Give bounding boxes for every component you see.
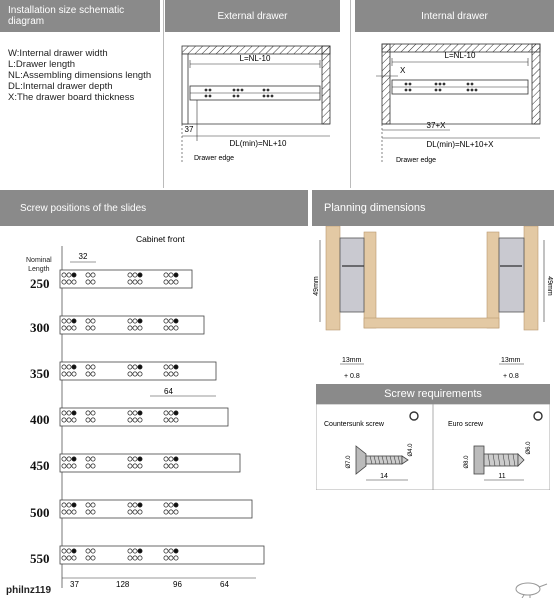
screw-hole: [169, 418, 173, 422]
screw-hole: [86, 326, 90, 330]
slide-rail: [60, 270, 192, 288]
length-250: 250: [30, 276, 50, 291]
screw-hole: [169, 273, 173, 277]
screw-hole: [174, 280, 178, 284]
right-slide: [499, 238, 524, 312]
internal-header-text: Internal drawer: [421, 10, 488, 22]
screw-hole: [169, 549, 173, 553]
screw-hole: [72, 418, 76, 422]
screw-hole: [72, 556, 76, 560]
screw-hole: [128, 411, 132, 415]
screw-hole: [67, 365, 71, 369]
screw-hole: [62, 549, 66, 553]
screw-hole: [86, 273, 90, 277]
screw-hole: [67, 326, 71, 330]
screw-hole: [67, 280, 71, 284]
left-slide: [340, 238, 364, 312]
screw-hole: [72, 326, 76, 330]
planning-header: [312, 190, 554, 226]
slide-rail: [60, 454, 240, 472]
screw-hole: [62, 365, 66, 369]
legend: [8, 48, 151, 103]
tol-left-label: + 0.8: [344, 373, 360, 380]
dim-32-label: 32: [78, 252, 88, 261]
screw-hole: [128, 457, 132, 461]
screw-hole: [128, 510, 132, 514]
screw-hole: [164, 372, 168, 376]
screw-hole: [91, 510, 95, 514]
screw-hole: [72, 273, 76, 277]
cabinet-top-wall: [182, 46, 330, 54]
screw-hole: [133, 319, 137, 323]
screw-hole: [72, 464, 76, 468]
length-350: 350: [30, 366, 50, 381]
screw-hole: [128, 365, 132, 369]
slide-rail: [60, 546, 264, 564]
slide-rails: [60, 270, 264, 564]
screw-hole: [164, 549, 168, 553]
screw-hole: [133, 411, 137, 415]
external-header: [165, 0, 340, 32]
screw-hole: [174, 549, 178, 553]
screw-hole: [164, 326, 168, 330]
screw-hole: [62, 510, 66, 514]
eu-dia1: Ø8.0: [464, 455, 470, 469]
screw-hole: [133, 273, 137, 277]
planning-diagram: [312, 226, 554, 382]
eu-len: 11: [498, 473, 506, 480]
screw-hole: [128, 464, 132, 468]
screw-hole: [138, 549, 142, 553]
screw-hole: [174, 326, 178, 330]
screw-hole: [67, 319, 71, 323]
install-header: [0, 0, 160, 32]
screw-hole: [164, 411, 168, 415]
screw-hole: [86, 280, 90, 284]
dim-64-mid-label: 64: [164, 387, 173, 396]
screw-hole: [138, 510, 142, 514]
screw-hole: [62, 326, 66, 330]
euro-label: Euro screw: [448, 421, 484, 428]
screw-hole: [138, 365, 142, 369]
screw-hole: [91, 549, 95, 553]
screw-hole: [62, 418, 66, 422]
screw-hole: [138, 273, 142, 277]
screw-hole: [169, 464, 173, 468]
screw-hole: [91, 372, 95, 376]
screw-hole: [72, 411, 76, 415]
length-550: 550: [30, 551, 50, 566]
legend-item: W:Internal drawer width: [8, 48, 108, 59]
screw-hole: [128, 319, 132, 323]
nominal-length-label: [26, 256, 52, 274]
screw-hole: [91, 326, 95, 330]
eu-dia2: Ø6.0: [526, 441, 532, 455]
legend-item: L:Drawer length: [8, 59, 76, 70]
screw-hole: [174, 457, 178, 461]
screw-hole: [164, 319, 168, 323]
screw-hole: [67, 273, 71, 277]
screw-hole: [133, 365, 137, 369]
screw-hole: [164, 273, 168, 277]
screw-hole: [138, 418, 142, 422]
screw-hole: [62, 319, 66, 323]
screw-hole: [128, 280, 132, 284]
dim-37-bottom: 37: [70, 580, 79, 589]
screw-hole: [164, 365, 168, 369]
screw-hole: [133, 457, 137, 461]
screw-hole: [62, 411, 66, 415]
cs-dia2: Ø4.0: [408, 443, 414, 457]
screw-hole: [133, 418, 137, 422]
screw-hole: [91, 280, 95, 284]
screw-hole: [133, 326, 137, 330]
dim-128-bottom: 128: [116, 580, 130, 589]
screw-hole: [128, 326, 132, 330]
int-37x-label: 37+X: [426, 121, 446, 130]
external-header-text: External drawer: [217, 10, 288, 22]
screw-hole: [91, 365, 95, 369]
screw-hole: [164, 457, 168, 461]
screw-hole: [128, 549, 132, 553]
cabinet-back-wall: [532, 44, 540, 124]
screw-hole: [169, 319, 173, 323]
drawer-front: [182, 54, 188, 124]
int-l-label: L=NL-10: [444, 51, 476, 60]
screw-hole: [128, 503, 132, 507]
screw-hole: [86, 372, 90, 376]
screw-hole: [133, 510, 137, 514]
screw-hole: [169, 503, 173, 507]
screw-hole: [67, 464, 71, 468]
left-drawer-side: [364, 232, 376, 328]
length-label: Length: [28, 266, 50, 273]
screw-requirements-diagram: [316, 404, 550, 490]
screw-hole: [62, 556, 66, 560]
screw-hole: [169, 510, 173, 514]
screw-hole: [169, 411, 173, 415]
cs-dia1: Ø7.0: [346, 455, 352, 469]
ext-l-label: L=NL-10: [239, 54, 271, 63]
cs-len: 14: [380, 473, 388, 480]
internal-drawer-diagram: [360, 36, 550, 186]
external-drawer-diagram: [170, 36, 345, 186]
right-drawer-side: [487, 232, 499, 328]
length-400: 400: [30, 412, 50, 427]
separator-2: [350, 0, 351, 188]
screw-hole: [72, 549, 76, 553]
screw-hole: [138, 326, 142, 330]
height-right-label: 49mm: [546, 276, 553, 296]
screw-hole: [138, 319, 142, 323]
screw-hole: [86, 457, 90, 461]
screw-hole: [67, 418, 71, 422]
left-cabinet-side: [326, 226, 340, 330]
planning-header-text: Planning dimensions: [324, 202, 426, 214]
screw-hole: [86, 556, 90, 560]
legend-item: DL:Internal drawer depth: [8, 81, 113, 92]
screw-hole: [169, 280, 173, 284]
screw-hole: [86, 418, 90, 422]
screw-hole: [138, 280, 142, 284]
screw-hole: [91, 464, 95, 468]
slide-rail: [60, 316, 204, 334]
screw-hole: [72, 510, 76, 514]
screw-hole: [67, 372, 71, 376]
screw-hole: [174, 503, 178, 507]
screw-hole: [86, 549, 90, 553]
legend-item: NL:Assembling dimensions length: [8, 70, 152, 81]
screw-hole: [72, 365, 76, 369]
screw-hole: [133, 464, 137, 468]
dim-64-bottom: 64: [220, 580, 229, 589]
screw-hole: [164, 503, 168, 507]
internal-header: [355, 0, 554, 32]
screw-hole: [128, 372, 132, 376]
screw-hole: [133, 556, 137, 560]
screw-hole: [133, 549, 137, 553]
height-left-label: 49mm: [313, 276, 320, 296]
screw-hole: [164, 418, 168, 422]
screw-hole: [67, 549, 71, 553]
length-450: 450: [30, 458, 50, 473]
gap-left-label: 13mm: [342, 357, 362, 364]
separator-1: [163, 0, 164, 188]
screw-hole: [72, 503, 76, 507]
int-x-label: X: [400, 66, 406, 75]
int-dl-label: DL(min)=NL+10+X: [426, 140, 494, 149]
screw-hole: [72, 319, 76, 323]
screw-hole: [133, 280, 137, 284]
screw-hole: [174, 411, 178, 415]
screw-hole: [169, 457, 173, 461]
screw-hole: [133, 503, 137, 507]
slide-rail: [60, 408, 228, 426]
screw-hole: [91, 411, 95, 415]
ext-dl-label: DL(min)=NL+10: [229, 139, 287, 148]
screw-hole: [67, 457, 71, 461]
tol-right-label: + 0.8: [503, 373, 519, 380]
screw-hole: [128, 418, 132, 422]
screw-hole: [174, 510, 178, 514]
screw-hole: [138, 411, 142, 415]
screw-hole: [67, 411, 71, 415]
screw-hole: [72, 457, 76, 461]
length-500: 500: [30, 505, 50, 520]
screw-hole: [169, 365, 173, 369]
screw-hole: [91, 273, 95, 277]
install-header-text: Installation size schematic diagram: [8, 5, 125, 27]
bird-logo-icon: [508, 576, 548, 598]
screw-hole: [72, 280, 76, 284]
screw-hole: [86, 411, 90, 415]
screw-hole: [174, 319, 178, 323]
screw-hole: [128, 273, 132, 277]
screw-positions-header: [0, 190, 308, 226]
screw-hole: [62, 503, 66, 507]
screw-hole: [62, 280, 66, 284]
screw-hole: [138, 457, 142, 461]
screw-hole: [138, 464, 142, 468]
cabinet-side-wall: [382, 44, 390, 124]
screw-hole: [62, 464, 66, 468]
gap-right-label: 13mm: [501, 357, 521, 364]
nominal-label: Nominal: [26, 257, 52, 264]
slide-rail: [60, 362, 216, 380]
length-300: 300: [30, 320, 50, 335]
watermark: philnz119: [6, 585, 52, 596]
screw-hole: [138, 556, 142, 560]
screw-hole: [67, 556, 71, 560]
screw-req-header: [316, 384, 550, 404]
dim-96-bottom: 96: [173, 580, 182, 589]
screw-hole: [86, 464, 90, 468]
right-cabinet-side: [524, 226, 538, 330]
screw-req-header-text: Screw requirements: [384, 388, 482, 400]
screw-hole: [91, 319, 95, 323]
ext-drawer-edge: Drawer edge: [194, 155, 235, 162]
cabinet-back-wall: [322, 46, 330, 124]
screw-hole: [62, 457, 66, 461]
drawer-bottom: [364, 318, 499, 328]
screw-hole: [128, 556, 132, 560]
screw-hole: [174, 273, 178, 277]
ext-37-label: 37: [184, 125, 194, 134]
screw-positions-header-text: Screw positions of the slides: [20, 202, 147, 214]
screw-hole: [174, 372, 178, 376]
screw-hole: [174, 464, 178, 468]
screw-hole: [86, 503, 90, 507]
int-drawer-edge: Drawer edge: [396, 157, 437, 164]
legend-item: X:The drawer board thickness: [8, 92, 135, 103]
screw-hole: [62, 273, 66, 277]
screw-hole: [138, 372, 142, 376]
screw-hole: [91, 457, 95, 461]
screw-hole: [169, 556, 173, 560]
screw-hole: [164, 280, 168, 284]
screw-hole: [138, 503, 142, 507]
screw-hole: [62, 372, 66, 376]
screw-hole: [72, 372, 76, 376]
screw-hole: [174, 418, 178, 422]
screw-hole: [164, 556, 168, 560]
screw-hole: [133, 372, 137, 376]
screw-hole: [164, 464, 168, 468]
screw-hole: [91, 418, 95, 422]
screw-positions-diagram: [56, 228, 308, 600]
cabinet-front-label: Cabinet front: [136, 234, 185, 244]
screw-hole: [91, 503, 95, 507]
screw-hole: [86, 365, 90, 369]
screw-hole: [164, 510, 168, 514]
screw-hole: [91, 556, 95, 560]
screw-hole: [86, 510, 90, 514]
screw-hole: [67, 510, 71, 514]
screw-hole: [86, 319, 90, 323]
screw-hole: [67, 503, 71, 507]
countersunk-label: Countersunk screw: [324, 421, 384, 428]
screw-hole: [169, 372, 173, 376]
screw-hole: [174, 365, 178, 369]
screw-hole: [174, 556, 178, 560]
screw-hole: [169, 326, 173, 330]
